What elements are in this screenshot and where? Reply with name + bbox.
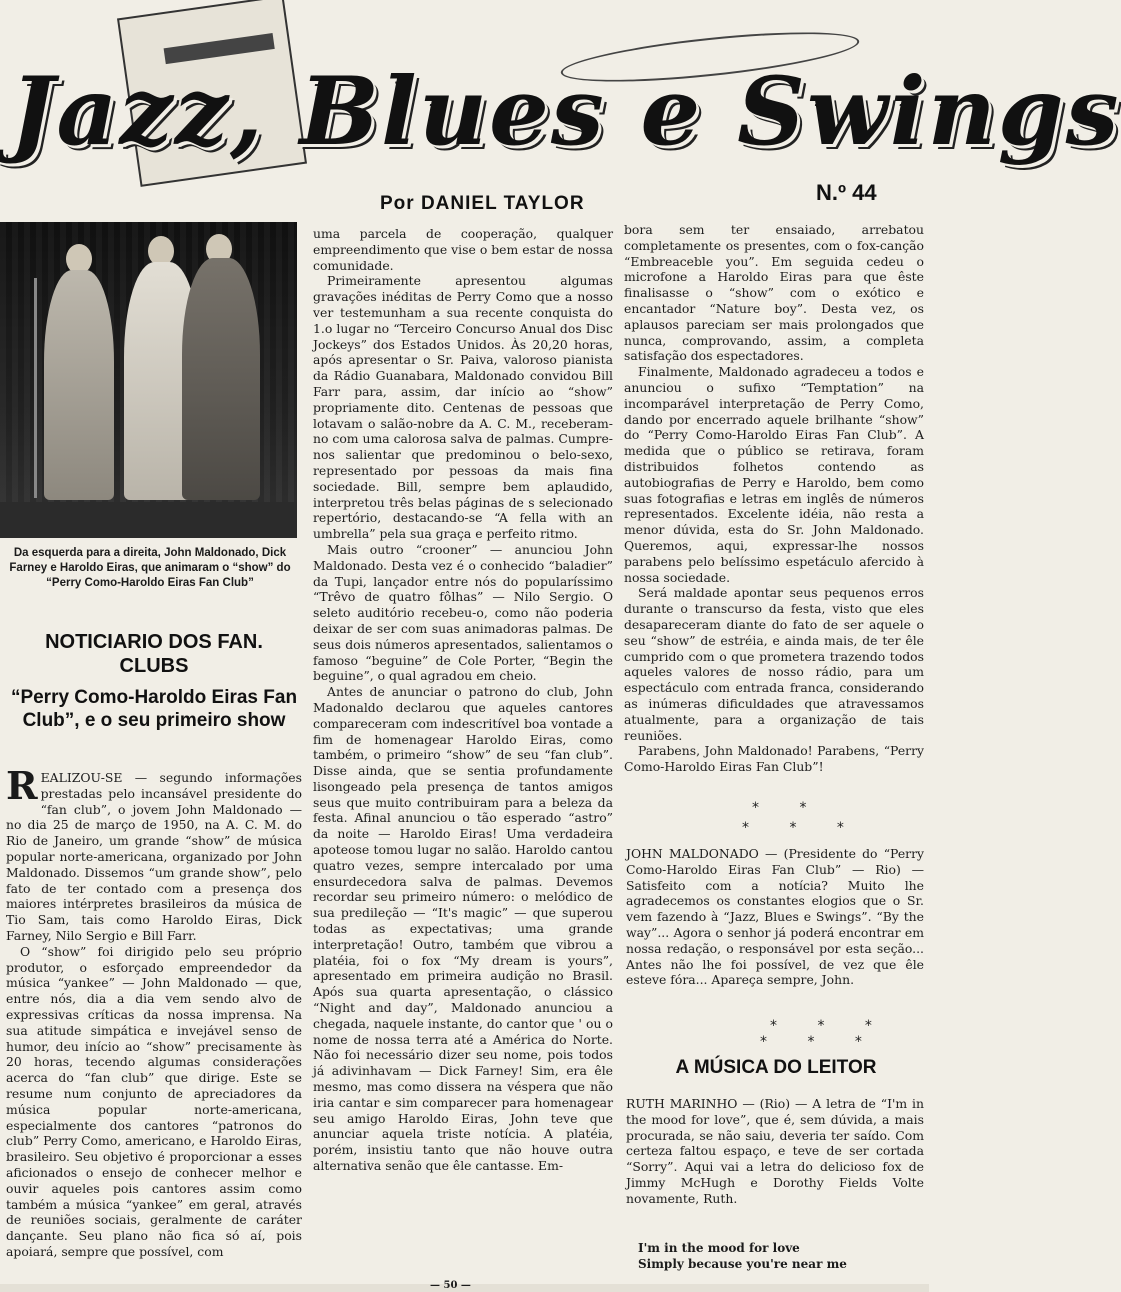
section-divider-stars: * * *: [760, 1034, 880, 1050]
reader-reply-maldonado: JOHN MALDONADO — (Presidente do “Perry Como-Haroldo Eiras Fan Club” — Rio) — Satisfeito com a notícia? Muito lhe agradecemos os constantes elogios que o Sr. vem fazendo à “Jazz, Blues e Swings”. “By the way”... Agora o senhor já poderá encontrar em nossa redação, o responsável por esta seção... Antes não lhe foi possível, de vez que êle esteve fóra... Apareça sempre, John.: [626, 846, 924, 988]
article-paragraph: Parabens, John Maldonado! Parabens, “Perry Como-Haroldo Eiras Fan Club”!: [624, 743, 924, 775]
page-number: — 50 —: [430, 1280, 471, 1291]
article-paragraph: Finalmente, Maldonado agradeceu a todos e anunciou o sufixo “Temptation” na incomparável interpretação de Perry Como, dando por encerrado aquele brilhante “show” do “Perry Como-Haroldo Eiras Fan Club”. A medida que o público se retirava, foram distribuidos folhetos contendo as autobiografias de Perry e Haroldo, bem como suas fotografias e letras em inglês de números representados. Excelente idéia, não resta a menor dúvida, esta do Sr. John Maldonado. Queremos, aqui, expressar-lhe nossos parabens pelo belíssimo espetáculo afercido à nossa sociedade.: [624, 364, 924, 585]
byline: Por DANIEL TAYLOR: [380, 193, 585, 214]
article-column-2: [313, 226, 613, 1286]
masthead: [0, 0, 1121, 222]
column-title: Jazz, Blues e Swings: [10, 57, 1121, 167]
person-john-maldonado: [44, 270, 114, 500]
drop-cap: R: [6, 763, 38, 808]
article-headline: “Perry Como-Haroldo Eiras Fan Club”, e o seu primeiro show: [10, 687, 298, 731]
article-paragraph: Será maldade apontar seus pequenos erros durante o transcurso da festa, visto que eles desapareceram diante do fato de ser aquele o seu “show” de estréia, e ainda mais, de ter êle cumprido com o que prometera trazendo todos aqueles valores de nosso rádio, para um espectáculo com entrada franca, considerando as inúmeras dificuldades que atravessamos atualmente, para a organização de tais reuniões.: [624, 585, 924, 743]
song-lyrics: [638, 1240, 918, 1272]
section-divider-stars: * * *: [770, 1018, 890, 1034]
article-paragraph: Antes de anunciar o patrono do club, John Madonaldo declarou que aqueles cantores compareceram com indescritível boa vontade a fim de homenagear Haroldo Eiras, como também, o primeiro “show” de seu “fan club”. Disse ainda, que se sentia profundamente lisongeado pela presença de tantos amigos seus que muito contribuiram para a beleza da festa. Afinal anunciou o tão esperado “astro” da noite — Haroldo Eiras! Uma verdadeira apoteose tomou lugar no salão. Haroldo cantou quatro vezes, sempre intercalado por uma ensurdecedora salva de palmas. Devemos recordar seu primeiro número: o melódico de sua predileção — “It's magic” — que superou todas as expectativas; uma grande interpretação! Outro, também que vibrou a platéia, foi o fox “My dream is yours”, apresentado em primeira audição no Brasil. Após sua quarta apresentação, o clássico “Night and day”, Maldonado anunciou a chegada, naquele instante, do cantor que ' ou o nome de nossa terra até a América do Norte. Não foi necessário dizer seu nome, pois todos já adivinhavam — Dick Farney! Sim, era êle mesmo, mas como dissera na véspera que não iria cantar e sim comparecer para homenagear seu amigo Haroldo Eiras, John teve que anunciar aquela triste notícia. A platéia, porém, insistiu tanto que não houve outra alternativa senão que êle cantasse. Em-: [313, 684, 613, 1174]
article-paragraph: uma parcela de cooperação, qualquer empreendimento que vise o bem estar de nossa comunidade.: [313, 226, 613, 273]
section-divider-stars: * * *: [742, 820, 862, 836]
article-column-1: [6, 763, 302, 1285]
article-paragraph: REALIZOU-SE — segundo informações prestadas pelo incansável presidente do “fan club”, o jovem John Maldonado — no dia 25 de março de 1950, na A. C. M. do Rio de Janeiro, um grande “show” de música popular norte-americana, organizado por John Maldonado. Dissemos “um grande show”, pelo fato de ter contado com a presença dos maiores intérpretes brasileiros da música de Tio Sam, tais como Haroldo Eiras, Dick Farney, Nilo Sergio e Bill Farr.: [6, 763, 302, 943]
lyric-line: Simply because you're near me: [638, 1257, 847, 1271]
article-paragraph: Primeiramente apresentou algumas gravações inéditas de Perry Como que a nosso ver testemunham a sua recente conquista do 1.o lugar no “Terceiro Concurso Anual dos Disc Jockeys” dos Estados Unidos. Às 20,20 horas, após apresentar o Sr. Paiva, valoroso pianista da Rádio Guanabara, Maldonado convidou Bill Farr para, assim, dar início ao “show” propriamente dito. Centenas de pessoas que lotavam o salão-nobre da A. C. M., receberam-no com uma calorosa salva de palmas. Cumpre-nos salientar que predominou o belo-sexo, representado por pessoas da mais fina sociedade. Bill, sempre bem aplaudido, interpretou três belas páginas de s selecionado repertório, destacando-se “A fella with an umbrella” pela sua graça e perfeito ritmo.: [313, 273, 613, 542]
article-paragraph: bora sem ter ensaiado, arrebatou completamente os presentes, com o fox-canção “Embreaceble you”. Em seguida cedeu o microfone a Haroldo Eiras para que êste finalisasse o “show” com o exótico e encantador “Nature boy”. Desta vez, os aplausos pareciam ser mais prolongados que nunca, comprovando, assim, a completa satisfação dos espectadores.: [624, 222, 924, 364]
section-divider-stars: * *: [752, 800, 825, 816]
article-paragraph: Mais outro “crooner” — anunciou John Maldonado. Desta vez é o conhecido “baladier” da Tupi, lançador entre nós do popularíssimo “Trêvo de quatro fôlhas” — Nilo Sergio. O seleto auditório recebeu-o, como não poderia deixar de ser com suas animadoras palmas. De seus dois números apresentados, salientamos o famoso “beguine” de Cole Porter, “Begin the beguine”, o qual agradou em cheio.: [313, 541, 613, 684]
issue-number: N.º 44: [816, 180, 877, 205]
photo-caption: Da esquerda para a direita, John Maldonado, Dick Farney e Haroldo Eiras, que animaram o “show” do “Perry Como-Haroldo Eiras Fan Club”: [9, 547, 291, 589]
microphone-stand: [34, 278, 37, 498]
group-photo: [0, 222, 297, 538]
article-column-3: [624, 222, 924, 792]
person-haroldo-eiras: [182, 258, 260, 500]
lyric-line: I'm in the mood for love: [638, 1241, 800, 1255]
section-heading: NOTICIARIO DOS FAN. CLUBS: [45, 631, 263, 677]
reader-reply-ruth: RUTH MARINHO — (Rio) — A letra de “I'm in the mood for love”, que é, sem dúvida, a mais procurada, se não saiu, deveria ter saído. Com certeza faltou espaço, e teve de ser cortada “Sorry”. Aqui vai a letra do delicioso fox de Jimmy McHugh e Dorothy Fields Volte novamente, Ruth.: [626, 1096, 924, 1206]
section-heading-musica: A MÚSICA DO LEITOR: [675, 1057, 877, 1078]
article-paragraph: O “show” foi dirigido pelo seu próprio produtor, o esforçado empreendedor da música “yankee” — John Maldonado — que, entre nós, dia a dia vem sendo alvo de expressivas críticas da nossa imprensa. Na sua atitude simpática e invejável senso de humor, deu início ao “show” precisamente às 20 horas, tecendo algumas considerações acerca do “fan club” que dirige. Este se resume num conjunto de apreciadores da música popular norte-americana, especialmente dos cantores “patronos do club” Perry Como, americano, e Haroldo Eiras, brasileiro. Seu objetivo é proporcionar a esses aficionados o ensejo de conhecer melhor e ouvir aqueles pois cantores assim como também a música “yankee” em geral, através de reuniões sociais, geralmente de caráter dançante. Seu plano não fica só aí, pois apoiará, sempre que possível, com: [6, 943, 302, 1259]
